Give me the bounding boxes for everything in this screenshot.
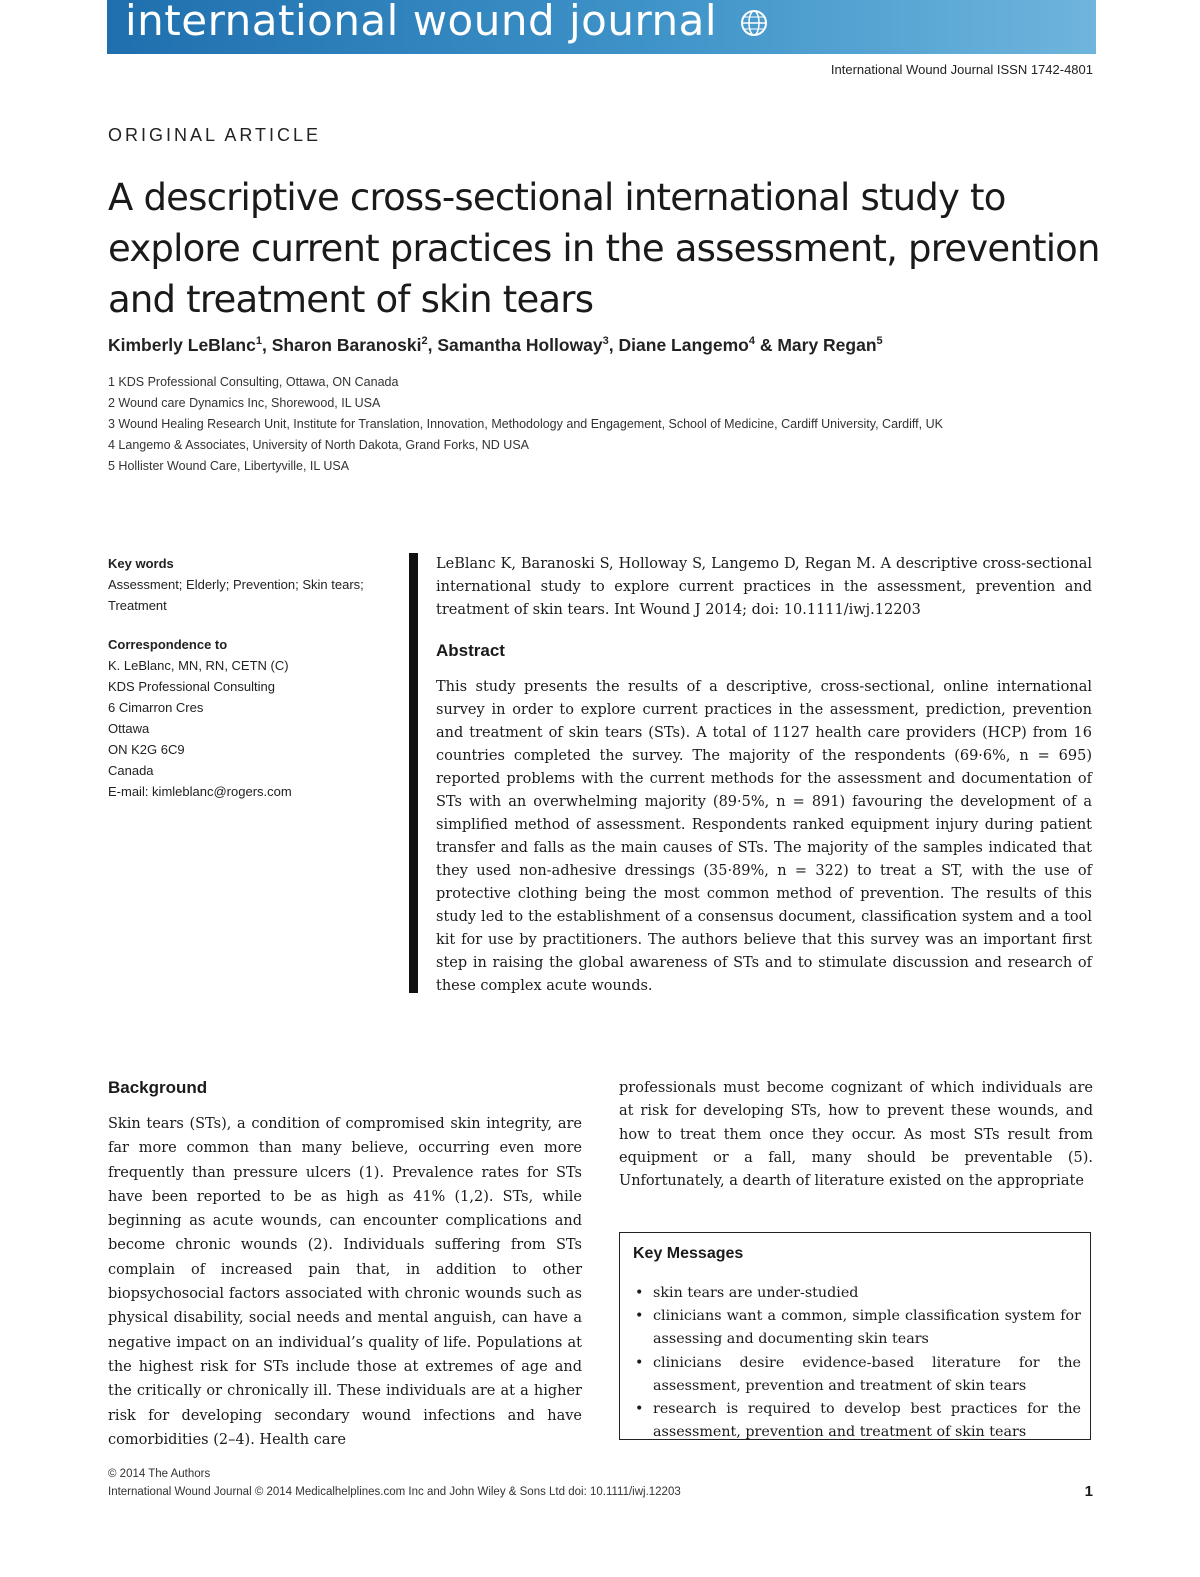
journal-issn: International Wound Journal ISSN 1742-4801: [830, 62, 1093, 77]
footer-copyright: © 2014 The Authors: [108, 1468, 211, 1480]
author-separator: ,: [608, 335, 619, 355]
author-affiliation-marker: 3: [602, 335, 609, 348]
correspondence-heading: Correspondence to: [108, 637, 228, 652]
correspondence-line: KDS Professional Consulting: [108, 679, 275, 694]
affiliation-item: 3 Wound Healing Research Unit, Institute for Translation, Innovation, Methodology and Engagement, School of Medicine, Cardiff University, Cardiff, UK: [108, 417, 943, 431]
key-message-text: research is required to develop best practices for the assessment, prevention and treatment of skin tears: [653, 1401, 1081, 1441]
citation-text: LeBlanc K, Baranoski S, Holloway S, Langemo D, Regan M. A descriptive cross-sectional international study to explore current practices in the assessment, prevention and treatment of skin tears. Int Wound J 2014; doi: 10.1111/iwj.12203: [436, 556, 1092, 618]
abstract-divider-bar: [409, 553, 418, 993]
key-message-item: [633, 1352, 1081, 1398]
background-text-column-2: professionals must become cognizant of which individuals are at risk for developing STs, how to prevent these wounds, and how to treat them once they occur. As most STs result from equipment or a fall, many should be preventable (5). Unfortunately, a dearth of literature existed on the appropriate: [619, 1080, 1093, 1190]
key-messages-list: [633, 1282, 1081, 1444]
abstract-heading: Abstract: [436, 641, 505, 660]
author-name: Sharon Baranoski: [271, 335, 422, 355]
key-message-text: skin tears are under-studied: [653, 1285, 859, 1301]
author-separator: ,: [427, 335, 438, 355]
journal-banner: [107, 0, 1096, 54]
author-list: [108, 335, 1108, 356]
author-name: Mary Regan: [777, 335, 877, 355]
key-message-item: [633, 1305, 1081, 1351]
article-sidebar: [108, 553, 408, 802]
globe-logo-icon: [740, 9, 768, 37]
affiliation-item: 1 KDS Professional Consulting, Ottawa, ON Canada: [108, 375, 399, 389]
keywords-text: Assessment; Elderly; Prevention; Skin tears; Treatment: [108, 577, 364, 613]
affiliation-item: 2 Wound care Dynamics Inc, Shorewood, IL USA: [108, 396, 381, 410]
page-number: 1: [1084, 1483, 1093, 1500]
bullet-icon: •: [635, 1354, 644, 1371]
abstract-text: This study presents the results of a descriptive, cross-sectional, online international survey in order to explore current practices in the assessment, prediction, prevention and treatment of skin tears (STs). A total of 1127 health care providers (HCP) from 16 countries completed the survey. The majority of the respondents (69·6%, n = 695) reported problems with the current methods for the assessment and documentation of STs with an overwhelming majority (89·5%, n = 891) favouring the development of a simplified method of assessment. Respondents ranked equipment injury during patient transfer and falls as the main causes of STs. The majority of the samples indicated that they used non-adhesive dressings (35·89%, n = 322) to treat a ST, with the use of protective clothing being the most common method of prevention. The results of this study led to the establishment of a consensus document, classification system and a tool kit for use by practitioners. The authors believe that this survey was an important first step in raising the global awareness of STs and to stimulate discussion and research of these complex acute wounds.: [436, 679, 1092, 994]
correspondence-line: Ottawa: [108, 721, 150, 736]
author-name: Kimberly LeBlanc: [108, 335, 256, 355]
correspondence-line: 6 Cimarron Cres: [108, 700, 204, 715]
affiliation-item: 5 Hollister Wound Care, Libertyville, IL USA: [108, 459, 350, 473]
banner-title: international wound journal: [125, 0, 718, 45]
author-affiliation-marker: 4: [748, 335, 755, 348]
affiliation-item: 4 Langemo & Associates, University of North Dakota, Grand Forks, ND USA: [108, 438, 530, 452]
key-message-item: [633, 1398, 1081, 1444]
background-heading: Background: [108, 1078, 208, 1097]
key-messages-box: [619, 1232, 1091, 1440]
affiliation-list: [108, 372, 1098, 477]
author-affiliation-marker: 2: [421, 335, 428, 348]
bullet-icon: •: [635, 1285, 644, 1301]
bullet-icon: •: [635, 1401, 644, 1418]
key-message-text: clinicians desire evidence-based literature for the assessment, prevention and treatment of skin tears: [653, 1354, 1081, 1394]
key-message-item: [633, 1282, 1081, 1305]
article-type: ORIGINAL ARTICLE: [108, 125, 322, 145]
correspondence-line: ON K2G 6C9: [108, 742, 185, 757]
correspondence-email[interactable]: E-mail: kimlebl​anc@rogers.com: [108, 784, 292, 799]
author-affiliation-marker: 1: [255, 335, 262, 348]
key-message-text: clinicians want a common, simple classification system for assessing and documenting skin tears: [653, 1308, 1081, 1348]
article-title: A descriptive cross-sectional international study to explore current practices in the assessment, prevention and treatment of skin tears: [108, 176, 1100, 321]
bullet-icon: •: [635, 1308, 644, 1325]
author-separator: &: [754, 335, 778, 355]
key-messages-heading: Key Messages: [633, 1245, 744, 1262]
correspondence-line: Canada: [108, 763, 154, 778]
footer-journal-line: International Wound Journal © 2014 Medicalhelplines.com Inc and John Wiley & Sons Ltd doi: 10.1111/iwj.12203: [108, 1486, 681, 1498]
background-text-column-1: Skin tears (STs), a condition of compromised skin integrity, are far more common than many believe, occurring even more frequently than pressure ulcers (1). Prevalence rates for STs have been reported to be as high as 41% (1,2). STs, while beginning as acute wounds, can encounter complications and become chronic wounds (2). Individuals suffering from STs complain of increased pain that, in addition to other biopsychosocial factors associated with chronic wounds such as physical disability, social needs and mental anguish, can have a negative impact on an individual’s quality of life. Populations at the highest risk for STs include those at extremes of age and the critically or chronically ill. These individuals are at a higher risk for developing secondary wound infections and have comorbidities (2–4). Health care: [108, 1116, 582, 1448]
author-name: Diane Langemo: [618, 335, 749, 355]
correspondence-line: K. LeBlanc, MN, RN, CETN (C): [108, 658, 289, 673]
author-name: Samantha Holloway: [437, 335, 603, 355]
keywords-heading: Key words: [108, 556, 174, 571]
author-separator: ,: [261, 335, 272, 355]
author-affiliation-marker: 5: [876, 335, 883, 348]
